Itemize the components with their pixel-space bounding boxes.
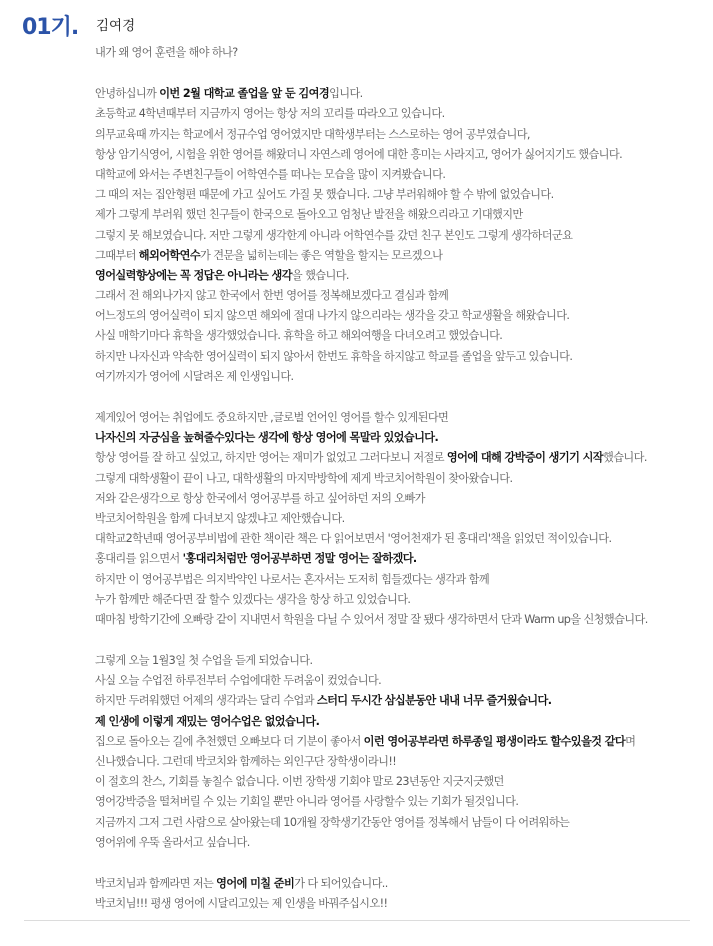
- body-text: 의무교육때 까지는 학교에서 정규수업 영어였지만 대학생부터는 스스로하는 영어 공부였습니다,: [95, 127, 530, 141]
- essay-line: [95, 205, 701, 225]
- essay-line: [95, 125, 701, 145]
- essay-line: [95, 894, 701, 914]
- body-text: 영어위에 우뚝 올라서고 싶습니다.: [95, 835, 250, 849]
- body-text: 박코치님과 함께라면 저는: [95, 876, 217, 890]
- essay-paragraph: [95, 84, 701, 387]
- body-text: 사실 매학기마다 휴학을 생각했었습니다. 휴학을 하고 해외여행을 다녀오려고 했었습니다.: [95, 329, 503, 343]
- emphasis-text: 영어에 미칠 준비: [216, 876, 295, 890]
- body-text: 어느정도의 영어실력이 되지 않으면 해외에 절대 나가지 않으리라는 생각을 갖고 학교생활을 해왔습니다.: [95, 309, 570, 323]
- body-text: 그때부터: [95, 248, 139, 262]
- essay-line: [95, 732, 701, 752]
- emphasis-text: 영어에 대해 강박증이 생기기 시작: [446, 451, 603, 465]
- body-text: 이 절호의 찬스, 기회를 놓칠수 없습니다. 이번 장학생 기회야 말로 23년동안 지긋지긋했던: [95, 775, 504, 789]
- body-text: 항상 암기식영어, 시험을 위한 영어를 해왔더니 자연스레 영어에 대한 흥미는 사라지고, 영어가 싫어지기도 했습니다.: [95, 147, 623, 161]
- body-text: 누가 함께만 해준다면 잘 할수 있겠다는 생각을 항상 하고 있었습니다.: [95, 592, 411, 606]
- body-text: 내가 왜 영어 훈련을 해야 하나?: [95, 46, 238, 59]
- essay-line: [95, 185, 701, 205]
- essay-paragraph: [95, 408, 701, 630]
- body-text: 을 했습니다.: [291, 268, 349, 282]
- essay-line: [95, 549, 701, 569]
- essay-line: [95, 347, 701, 367]
- emphasis-text: 스터디 두시간 삼십분동안 내내 너무 즐거웠습니다.: [316, 694, 552, 708]
- essay-paragraph: [95, 43, 701, 63]
- essay-line: [95, 84, 701, 104]
- essay-line: [95, 469, 701, 489]
- body-text: 대학교2학년때 영어공부비법에 관한 책이란 책은 다 읽어보면서 '영어천재가 된 홍대리'책을 읽었던 적이있습니다.: [95, 532, 612, 546]
- emphasis-text: 이번 2월 대학교 졸업을 앞 둔 김여경: [159, 87, 330, 101]
- essay-line: [95, 367, 701, 387]
- essay-line: [95, 489, 701, 509]
- body-text: 영어강박증을 떨쳐버릴 수 있는 기회일 뿐만 아니라 영어를 사랑할수 있는 기회가 될것입니다.: [95, 795, 519, 809]
- bottom-divider: [24, 920, 690, 921]
- essay-line: [95, 306, 701, 326]
- essay-body: [95, 43, 701, 935]
- body-text: 가 견문을 넓히는데는 좋은 역할을 할지는 모르겠으나: [200, 248, 443, 262]
- body-text: 집으로 돌아오는 길에 추천했던 오빠보다 더 기분이 좋아서: [95, 734, 364, 748]
- essay-line: [95, 246, 701, 266]
- essay-line: [95, 874, 701, 894]
- body-text: 안녕하십니까: [95, 87, 160, 101]
- body-text: 박코치님!!! 평생 영어에 시달리고있는 제 인생을 바꿔주십시오!!: [95, 897, 388, 911]
- essay-line: [95, 266, 701, 286]
- body-text: 신나했습니다. 그런데 박코치와 함께하는 외인구단 장학생이라니!!: [95, 755, 397, 768]
- essay-line: [95, 792, 701, 812]
- essay-line: [95, 509, 701, 529]
- emphasis-text: 나자신의 자긍심을 높혀줄수있다는 생각에 항상 영어에 목말라 있었습니다.: [95, 431, 439, 445]
- essay-line: [95, 165, 701, 185]
- body-text: 항상 영어를 잘 하고 싶었고, 하지만 영어는 재미가 없었고 그러다보니 저절로: [95, 451, 447, 465]
- essay-line: [95, 448, 701, 468]
- essay-line: [95, 43, 701, 63]
- body-text: 하지만 이 영어공부법은 의지박약인 나로서는 혼자서는 도저히 힘들겠다는 생각과 함께: [95, 572, 490, 586]
- essay-line: [95, 752, 701, 772]
- essay-line: [95, 529, 701, 549]
- body-text: 며: [625, 734, 636, 748]
- entry-header: [22, 10, 702, 40]
- essay-line: [95, 145, 701, 165]
- body-text: 때마침 방학기간에 오빠랑 같이 지내면서 학원을 다닐 수 있어서 정말 잘 됐다 생각하면서 단과 Warm up을 신청했습니다.: [95, 612, 648, 626]
- essay-line: [95, 408, 701, 428]
- essay-line: [95, 691, 701, 711]
- body-text: 그렇지 못 해보였습니다. 저만 그렇게 생각한게 아니라 어학연수를 갔던 친구 본인도 그렇게 생각하더군요: [95, 228, 573, 242]
- emphasis-text: 이런 영어공부라면 하루종일 평생이라도 할수있을것 같다: [363, 734, 626, 748]
- essay-line: [95, 286, 701, 306]
- essay-line: [95, 428, 701, 448]
- essay-paragraph: [95, 874, 701, 914]
- body-text: 사실 오늘 수업전 하루전부터 수업에대한 두려움이 컸었습니다.: [95, 674, 382, 688]
- body-text: 그 때의 저는 집안형편 때문에 가고 싶어도 가질 못 했습니다. 그냥 부러워해야 할 수 밖에 없었습니다.: [95, 188, 554, 202]
- emphasis-text: '홍대리처럼만 영어공부하면 정말 영어는 잘하겠다.: [182, 552, 417, 566]
- body-text: 그렇게 오늘 1월3일 첫 수업을 듣게 되었습니다.: [95, 654, 313, 668]
- body-text: 그래서 전 해외나가지 않고 한국에서 한번 영어를 정복해보겠다고 결심과 함께: [95, 289, 449, 303]
- essay-line: [95, 712, 701, 732]
- essay-line: [95, 610, 701, 630]
- essay-line: [95, 570, 701, 590]
- body-text: 제게있어 영어는 취업에도 중요하지만 ,글로벌 언어인 영어를 할수 있게된다면: [95, 411, 449, 424]
- essay-line: [95, 772, 701, 792]
- essay-line: [95, 590, 701, 610]
- body-text: 저와 같은생각으로 항상 한국에서 영어공부를 하고 싶어하던 저의 오빠가: [95, 491, 425, 505]
- emphasis-text: 제 인생에 이렇게 재밌는 영어수업은 없었습니다.: [95, 714, 320, 728]
- essay-line: [95, 104, 701, 124]
- body-text: 입니다.: [329, 87, 363, 101]
- body-text: 대학교에 와서는 주변친구들이 어학연수를 떠나는 모습을 많이 지켜봤습니다.: [95, 167, 446, 181]
- body-text: 여기까지가 영어에 시달려온 제 인생입니다.: [95, 369, 294, 383]
- essay-paragraph: [95, 651, 701, 853]
- essay-line: [95, 671, 701, 691]
- essay-line: [95, 226, 701, 246]
- essay-line: [95, 326, 701, 346]
- entry-number: 01기.: [22, 15, 79, 40]
- body-text: 지금까지 그저 그런 사람으로 살아왔는데 10개월 장학생기간동안 영어를 정복해서 남들이 다 어려워하는: [95, 815, 570, 829]
- emphasis-text: 영어실력향상에는 꼭 정답은 아니라는 생각: [95, 268, 292, 282]
- body-text: 하지만 나자신과 약속한 영어실력이 되지 않아서 한번도 휴학을 하지않고 학교를 졸업을 앞두고 있습니다.: [95, 349, 573, 363]
- author-name: 김여경: [96, 18, 136, 34]
- body-text: 제가 그렇게 부러워 했던 친구들이 한국으로 돌아오고 엄청난 발전을 해왔으리라고 기대했지만: [95, 208, 523, 222]
- body-text: 홍대리를 읽으면서: [95, 552, 183, 566]
- body-text: 초등학교 4학년때부터 지금까지 영어는 항상 저의 꼬리를 따라오고 있습니다.: [95, 107, 445, 121]
- essay-line: [95, 813, 701, 833]
- body-text: 하지만 두려워했던 어제의 생각과는 달리 수업과: [95, 694, 317, 708]
- body-text: 박코치어학원을 함께 다녀보지 않겠냐고 제안했습니다.: [95, 511, 345, 525]
- essay-line: [95, 651, 701, 671]
- body-text: 가 다 되어있습니다..: [294, 876, 388, 890]
- essay-line: [95, 833, 701, 853]
- body-text: 했습니다.: [603, 451, 647, 465]
- emphasis-text: 해외어학연수: [138, 248, 201, 262]
- body-text: 그렇게 대학생활이 끝이 나고, 대학생활의 마지막방학에 제게 박코치어학원이 찾아왔습니다.: [95, 471, 513, 485]
